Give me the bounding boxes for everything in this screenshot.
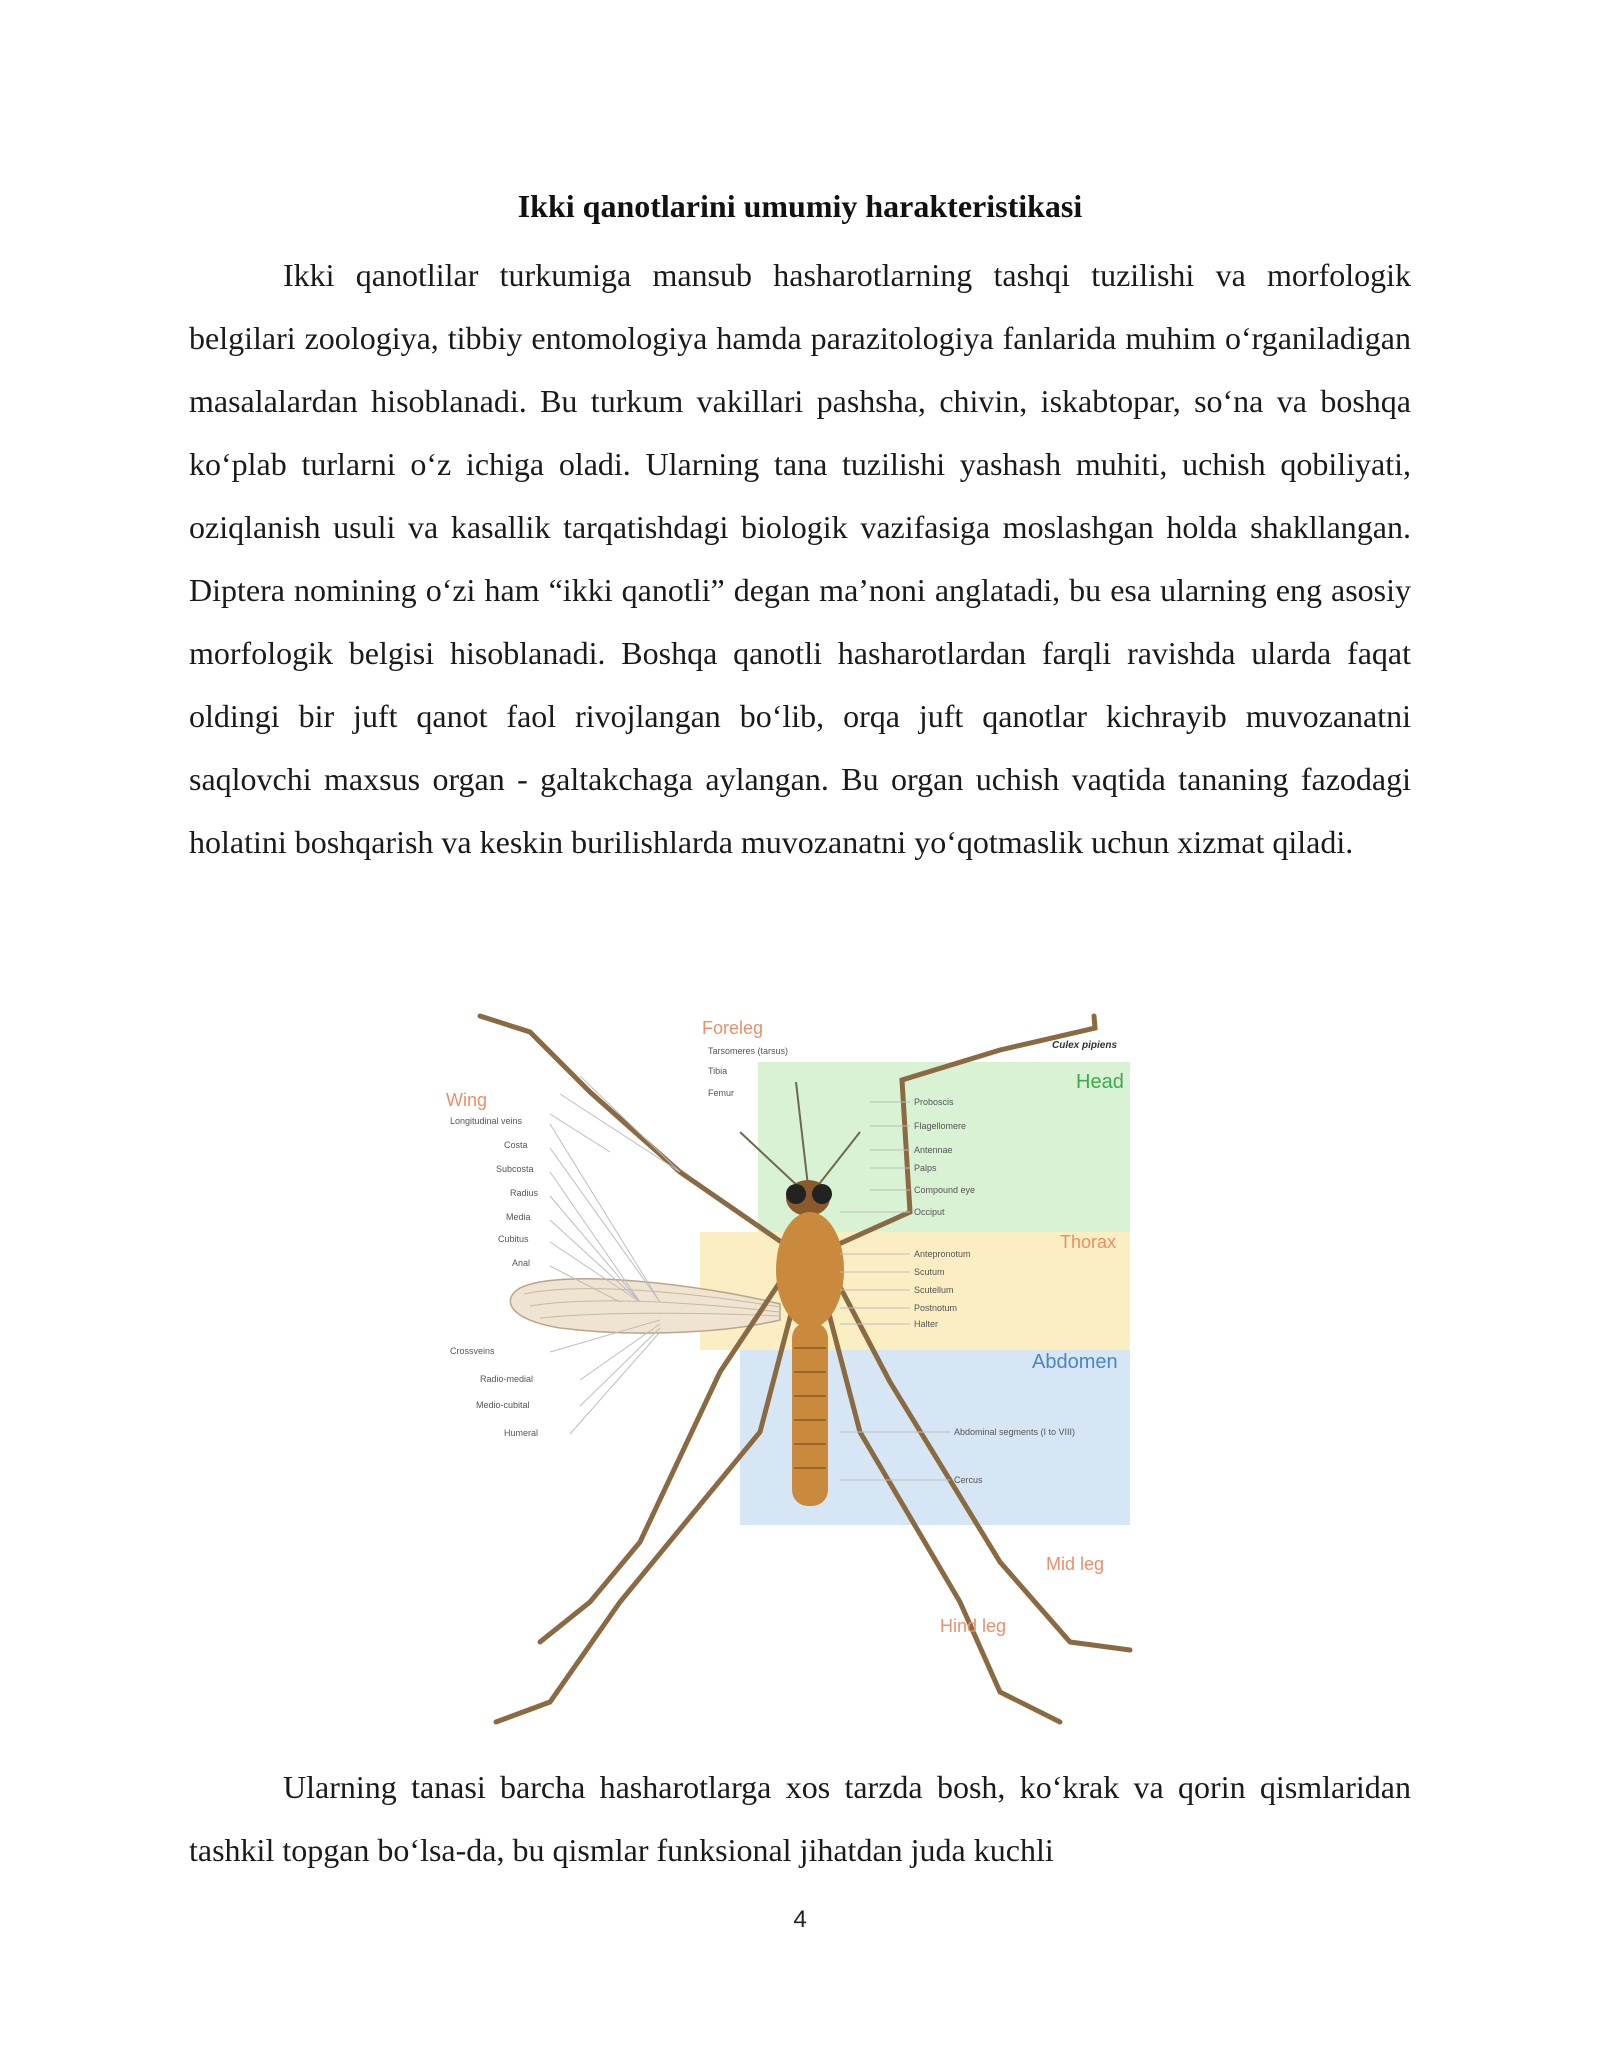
label-abdominal-segments: Abdominal segments (I to VIII) [954, 1427, 1076, 1437]
paragraph-2: Ularning tanasi barcha hasharotlarga xos tarzda bosh, ko‘krak va qorin qismlaridan tashkil topgan bo‘lsa-da, bu qismlar funksional jihatdan juda kuchli [189, 1769, 1411, 1868]
label-flagellomere: Flagellomere [914, 1121, 967, 1131]
label-antepronotum: Antepronotum [914, 1249, 971, 1259]
label-medio-cubital: Medio-cubital [476, 1400, 530, 1410]
label-cubitus: Cubitus [498, 1234, 529, 1244]
label-proboscis: Proboscis [914, 1097, 954, 1107]
label-scutellum: Scutellum [914, 1285, 954, 1295]
label-tibia: Tibia [708, 1066, 728, 1076]
label-longitudinal-veins: Longitudinal veins [450, 1116, 523, 1126]
compound-eye-left [786, 1184, 806, 1204]
page-title: Ikki qanotlarini umumiy harakteristikasi [517, 188, 1083, 224]
label-antennae: Antennae [914, 1145, 953, 1155]
label-species: Culex pipiens [1052, 1040, 1118, 1051]
label-subcosta: Subcosta [496, 1164, 534, 1174]
label-postnotum: Postnotum [914, 1303, 958, 1313]
abdomen-shape [792, 1322, 828, 1506]
label-head: Head [1076, 1071, 1124, 1093]
thorax-shape [776, 1212, 844, 1328]
label-abdomen: Abdomen [1032, 1351, 1118, 1373]
label-radio-medial: Radio-medial [480, 1374, 534, 1384]
compound-eye-right [812, 1184, 832, 1204]
label-crossveins: Crossveins [450, 1346, 495, 1356]
label-media: Media [506, 1212, 531, 1222]
label-thorax: Thorax [1060, 1232, 1117, 1252]
label-wing: Wing [446, 1090, 488, 1110]
label-costa: Costa [504, 1140, 528, 1150]
label-halter: Halter [914, 1319, 939, 1329]
label-femur: Femur [708, 1088, 735, 1098]
label-anal: Anal [512, 1258, 531, 1268]
label-tarsomeres: Tarsomeres (tarsus) [708, 1046, 789, 1056]
label-hind-leg: Hind leg [940, 1616, 1007, 1636]
mosquito-anatomy-figure [440, 1002, 1160, 1742]
label-foreleg: Foreleg [702, 1018, 764, 1038]
label-radius: Radius [510, 1188, 539, 1198]
page-number: 4 [793, 1906, 807, 1933]
label-compound-eye: Compound eye [914, 1185, 976, 1195]
label-mid-leg: Mid leg [1046, 1554, 1105, 1574]
label-scutum: Scutum [914, 1267, 945, 1277]
label-cercus: Cercus [954, 1475, 983, 1485]
label-palps: Palps [914, 1163, 937, 1173]
label-humeral: Humeral [504, 1428, 539, 1438]
paragraph-1: Ikki qanotlilar turkumiga mansub hasharotlarning tashqi tuzilishi va morfologik belgilari zoologiya, tibbiy entomologiya hamda parazitologiya fanlarida muhim o‘rganiladigan masalalardan hisoblanadi. Bu turkum vakillari pashsha, chivin, iskabtopar, so‘na va boshqa ko‘plab turlarni o‘z ichiga oladi. Ularning tana tuzilishi yashash muhiti, uchish qobiliyati, oziqlanish usuli va kasallik tarqatishdagi biologik vazifasiga moslashgan holda shakllangan. Diptera nomining o‘zi ham “ikki qanotli” degan ma’noni anglatadi, bu esa ularning eng asosiy morfologik belgisi hisoblanadi. Boshqa qanotli hasharotlardan farqli ravishda ularda faqat oldingi bir juft qanot faol rivojlangan bo‘lib, orqa juft qanotlar kichrayib muvozanatni saqlovchi maxsus organ - galtakchaga aylangan. Bu organ uchish vaqtida tananing fazodagi holatini boshqarish va keskin burilishlarda muvozanatni yo‘qotmaslik uchun xizmat qiladi. [189, 257, 1411, 860]
label-occiput: Occiput [914, 1207, 945, 1217]
